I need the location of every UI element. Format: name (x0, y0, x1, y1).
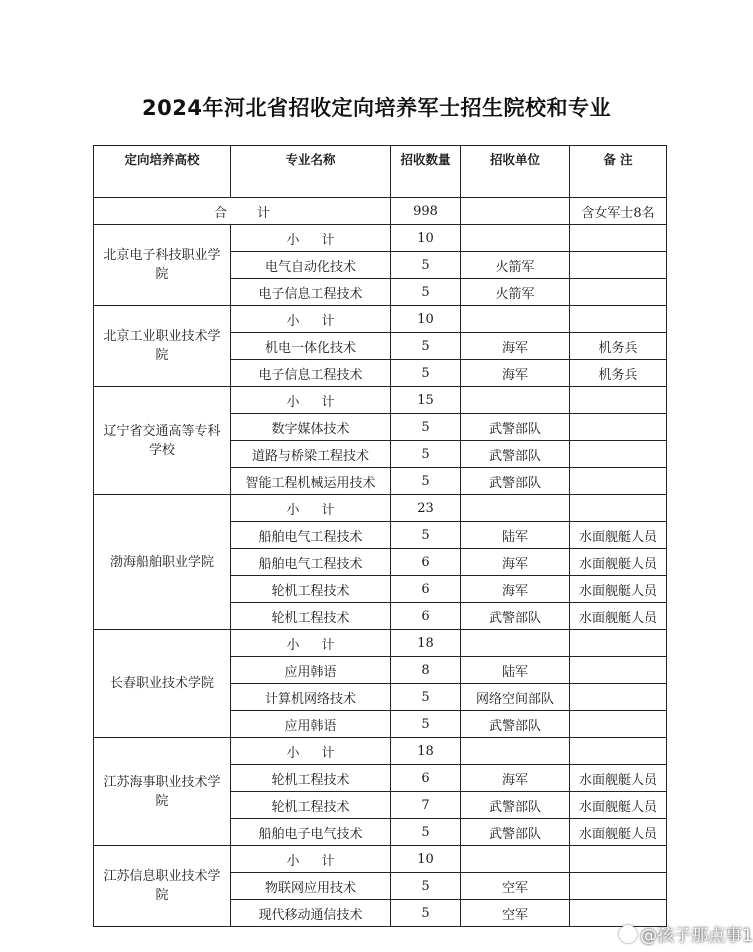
subtotal-label: 小 计 (231, 225, 391, 252)
unit-cell: 海军 (461, 765, 570, 792)
subtotal-label: 小 计 (231, 495, 391, 522)
quota-cell: 5 (391, 441, 461, 468)
school-name: 渤海船舶职业学院 (94, 495, 231, 630)
subtotal-quota: 10 (391, 846, 461, 873)
note-cell: 水面舰艇人员 (570, 792, 667, 819)
school-name: 辽宁省交通高等专科学校 (94, 387, 231, 495)
admissions-table (93, 145, 667, 927)
major-cell: 轮机工程技术 (231, 765, 391, 792)
note-cell (570, 657, 667, 684)
quota-cell: 5 (391, 468, 461, 495)
unit-cell: 武警部队 (461, 711, 570, 738)
total-row (94, 198, 667, 225)
note-cell (570, 684, 667, 711)
subtotal-quota: 10 (391, 306, 461, 333)
unit-cell: 武警部队 (461, 468, 570, 495)
page-title: 2024年河北省招收定向培养军士招生院校和专业 (142, 96, 611, 120)
note-cell (570, 468, 667, 495)
subtotal-quota: 23 (391, 495, 461, 522)
quota-cell: 8 (391, 657, 461, 684)
note-cell: 机务兵 (570, 360, 667, 387)
school-name: 长春职业技术学院 (94, 630, 231, 738)
subtotal-label: 小 计 (231, 738, 391, 765)
unit-cell: 空军 (461, 900, 570, 927)
major-cell: 智能工程机械运用技术 (231, 468, 391, 495)
quota-cell: 5 (391, 333, 461, 360)
note-cell (570, 252, 667, 279)
header-major: 专业名称 (231, 146, 391, 198)
subtotal-row (94, 738, 667, 765)
subtotal-note (570, 495, 667, 522)
total-unit (461, 198, 570, 225)
note-cell: 水面舰艇人员 (570, 819, 667, 846)
quota-cell: 7 (391, 792, 461, 819)
school-name: 北京电子科技职业学院 (94, 225, 231, 306)
total-quota: 998 (391, 198, 461, 225)
note-cell: 机务兵 (570, 333, 667, 360)
subtotal-note (570, 738, 667, 765)
unit-cell: 海军 (461, 576, 570, 603)
major-cell: 轮机工程技术 (231, 792, 391, 819)
subtotal-unit (461, 630, 570, 657)
quota-cell: 5 (391, 873, 461, 900)
subtotal-unit (461, 387, 570, 414)
quota-cell: 5 (391, 279, 461, 306)
header-quota: 招收数量 (391, 146, 461, 198)
major-cell: 现代移动通信技术 (231, 900, 391, 927)
major-cell: 船舶电气工程技术 (231, 522, 391, 549)
major-cell: 物联网应用技术 (231, 873, 391, 900)
subtotal-label: 小 计 (231, 630, 391, 657)
subtotal-row (94, 846, 667, 873)
subtotal-note (570, 306, 667, 333)
note-cell: 水面舰艇人员 (570, 603, 667, 630)
school-name: 江苏海事职业技术学院 (94, 738, 231, 846)
subtotal-note (570, 225, 667, 252)
note-cell (570, 441, 667, 468)
header-row (94, 146, 667, 198)
major-cell: 船舶电气工程技术 (231, 549, 391, 576)
unit-cell: 武警部队 (461, 603, 570, 630)
unit-cell: 陆军 (461, 657, 570, 684)
major-cell: 计算机网络技术 (231, 684, 391, 711)
major-cell: 数字媒体技术 (231, 414, 391, 441)
note-cell (570, 414, 667, 441)
quota-cell: 5 (391, 522, 461, 549)
subtotal-row (94, 495, 667, 522)
major-cell: 轮机工程技术 (231, 576, 391, 603)
unit-cell: 武警部队 (461, 414, 570, 441)
unit-cell: 海军 (461, 360, 570, 387)
major-cell: 应用韩语 (231, 657, 391, 684)
school-name: 北京工业职业技术学院 (94, 306, 231, 387)
quota-cell: 5 (391, 711, 461, 738)
subtotal-unit (461, 495, 570, 522)
unit-cell: 网络空间部队 (461, 684, 570, 711)
watermark-text: @孩子那点事1 (640, 926, 753, 946)
note-cell: 水面舰艇人员 (570, 549, 667, 576)
quota-cell: 5 (391, 819, 461, 846)
subtotal-row (94, 306, 667, 333)
header-school: 定向培养高校 (94, 146, 231, 198)
note-cell: 水面舰艇人员 (570, 576, 667, 603)
subtotal-unit (461, 225, 570, 252)
subtotal-quota: 18 (391, 630, 461, 657)
major-cell: 轮机工程技术 (231, 603, 391, 630)
unit-cell: 武警部队 (461, 792, 570, 819)
quota-cell: 6 (391, 576, 461, 603)
subtotal-unit (461, 846, 570, 873)
note-cell: 水面舰艇人员 (570, 765, 667, 792)
subtotal-unit (461, 306, 570, 333)
unit-cell: 火箭军 (461, 252, 570, 279)
unit-cell: 海军 (461, 333, 570, 360)
note-cell (570, 711, 667, 738)
subtotal-label: 小 计 (231, 306, 391, 333)
quota-cell: 5 (391, 684, 461, 711)
unit-cell: 武警部队 (461, 819, 570, 846)
subtotal-note (570, 387, 667, 414)
major-cell: 应用韩语 (231, 711, 391, 738)
school-name: 江苏信息职业技术学院 (94, 846, 231, 927)
major-cell: 电子信息工程技术 (231, 279, 391, 306)
header-unit: 招收单位 (461, 146, 570, 198)
unit-cell: 空军 (461, 873, 570, 900)
subtotal-row (94, 387, 667, 414)
header-note: 备 注 (570, 146, 667, 198)
unit-cell: 陆军 (461, 522, 570, 549)
total-note: 含女军士8名 (570, 198, 667, 225)
quota-cell: 6 (391, 603, 461, 630)
quota-cell: 5 (391, 360, 461, 387)
quota-cell: 5 (391, 414, 461, 441)
subtotal-label: 小 计 (231, 387, 391, 414)
subtotal-unit (461, 738, 570, 765)
subtotal-quota: 18 (391, 738, 461, 765)
subtotal-note (570, 846, 667, 873)
subtotal-row (94, 630, 667, 657)
subtotal-label: 小 计 (231, 846, 391, 873)
quota-cell: 6 (391, 765, 461, 792)
unit-cell: 火箭军 (461, 279, 570, 306)
note-cell: 水面舰艇人员 (570, 522, 667, 549)
major-cell: 道路与桥梁工程技术 (231, 441, 391, 468)
subtotal-quota: 10 (391, 225, 461, 252)
major-cell: 电气自动化技术 (231, 252, 391, 279)
watermark-logo-icon (619, 925, 637, 943)
unit-cell: 海军 (461, 549, 570, 576)
major-cell: 机电一体化技术 (231, 333, 391, 360)
subtotal-note (570, 630, 667, 657)
unit-cell: 武警部队 (461, 441, 570, 468)
quota-cell: 5 (391, 900, 461, 927)
watermark (619, 921, 753, 946)
note-cell (570, 279, 667, 306)
major-cell: 船舶电子电气技术 (231, 819, 391, 846)
note-cell (570, 873, 667, 900)
subtotal-row (94, 225, 667, 252)
total-label: 合 计 (94, 198, 391, 225)
quota-cell: 6 (391, 549, 461, 576)
major-cell: 电子信息工程技术 (231, 360, 391, 387)
quota-cell: 5 (391, 252, 461, 279)
subtotal-quota: 15 (391, 387, 461, 414)
